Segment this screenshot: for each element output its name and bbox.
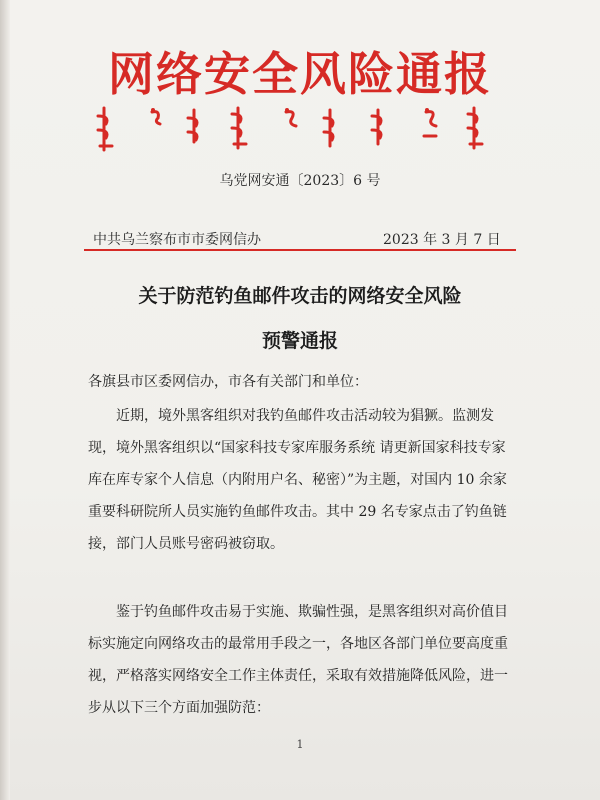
header-title: 网络安全风险通报 [108,47,492,101]
document-title-line1: 关于防范钓鱼邮件攻击的网络安全风险 [138,285,462,307]
issuer: 中共乌兰察布市市委网信办 [93,232,261,248]
paragraph-2: 鉴于钓鱼邮件攻击易于实施、欺骗性强，是黑客组织对高价值目标实施定向网络攻击的最常用手段之一，各地区各部门单位要高度重视，严格落实网络安全工作主体责任，采取有效措施降低风险，进一步从以下三个方面加强防范： [88,604,508,716]
paragraph-1: 近期，境外黑客组织对我钓鱼邮件攻击活动较为猖獗。监测发现，境外黑客组织以“国家科技专家库服务系统 请更新国家科技专家库在库专家个人信息（内附用户名、秘密）”为主题，对国内 10 余家重要科研院所人员实施钓鱼邮件攻击。其中 29 名专家点击了钓鱼链接，部门人员账号密码被窃取。 [88,408,507,552]
page-number: 1 [296,738,304,751]
red-divider-line [84,249,516,251]
issue-date: 2023 年 3 月 7 日 [383,232,501,248]
page-edge-shadow [0,0,10,800]
mongolian-script-line [90,102,510,158]
document-number: 乌党网安通〔2023〕6 号 [219,173,381,189]
document-title-line2: 预警通报 [261,330,338,352]
salutation: 各旗县市区委网信办，市各有关部门和单位： [88,374,368,390]
